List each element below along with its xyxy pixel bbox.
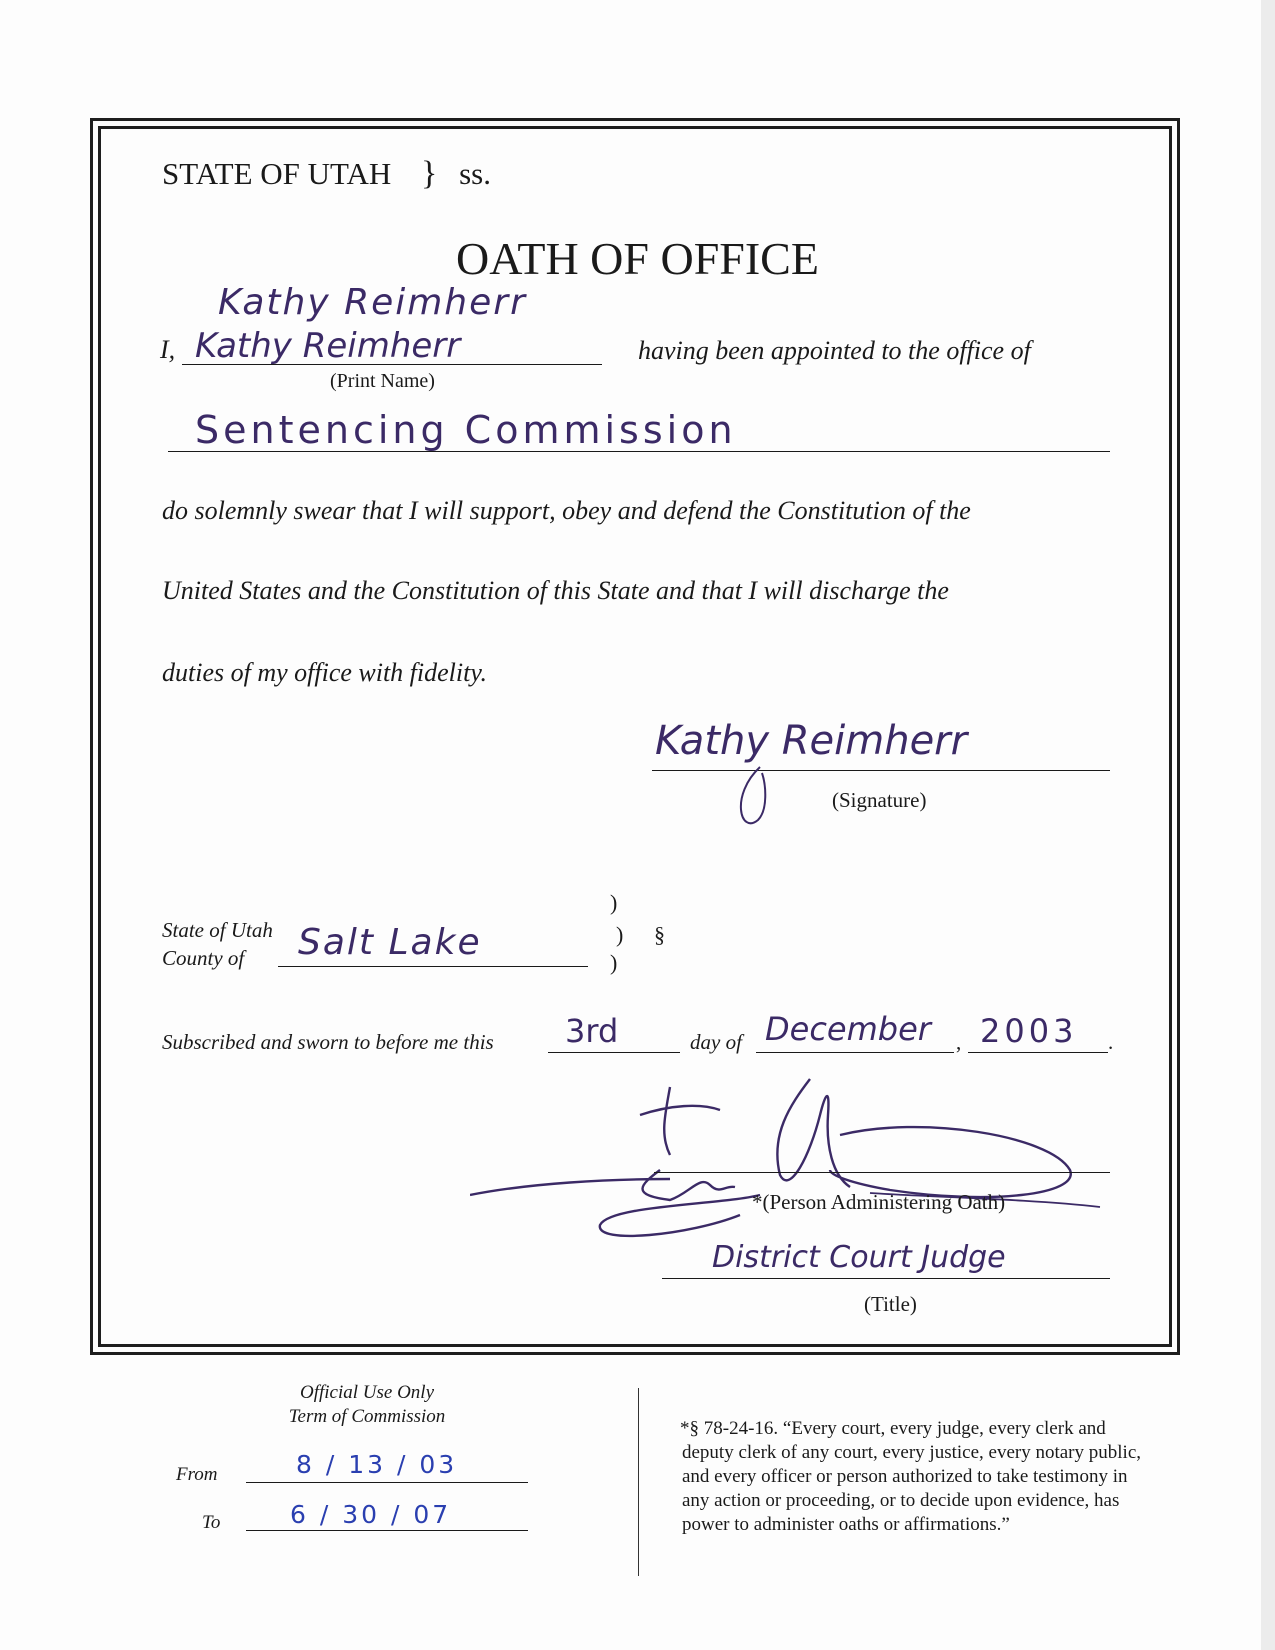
administrator-caption bbox=[752, 1190, 1005, 1215]
title-caption: (Title) bbox=[864, 1292, 917, 1316]
county-line bbox=[278, 966, 588, 967]
office-handwritten: Sentencing Commission bbox=[195, 408, 737, 452]
to-value: 6 / 30 / 07 bbox=[290, 1500, 452, 1529]
venue-paren-3: ) bbox=[610, 950, 618, 975]
year-handwritten: 2003 bbox=[980, 1012, 1078, 1050]
statute-line3: and every officer or person authorized to take testimony in bbox=[682, 1466, 1128, 1487]
date-period: . bbox=[1108, 1030, 1114, 1054]
oath-prefix: I, bbox=[160, 335, 176, 364]
name-line bbox=[182, 364, 602, 365]
month-line bbox=[756, 1052, 954, 1053]
subscribed-text: Subscribed and sworn to before me this bbox=[162, 1030, 494, 1054]
footer-divider bbox=[638, 1388, 639, 1576]
day-handwritten: 3rd bbox=[565, 1012, 619, 1050]
venue-paren-2: ) bbox=[616, 922, 624, 947]
signature-flourish bbox=[720, 765, 800, 835]
printed-name-handwritten: Kathy Reimherr bbox=[218, 282, 527, 323]
official-use-heading: Official Use Only bbox=[299, 1382, 435, 1403]
title-handwritten: District Court Judge bbox=[712, 1240, 1006, 1275]
from-label: From bbox=[176, 1464, 218, 1485]
to-label: To bbox=[202, 1512, 221, 1533]
day-of-text: day of bbox=[690, 1030, 742, 1054]
statute-line2: deputy clerk of any court, every justice, every notary public, bbox=[682, 1442, 1141, 1463]
brace: } bbox=[421, 155, 438, 192]
year-line bbox=[968, 1052, 1108, 1053]
oath-text-line2: United States and the Constitution of this State and that I will discharge the bbox=[162, 576, 949, 605]
day-line bbox=[548, 1052, 680, 1053]
venue-state-label: State of Utah bbox=[162, 918, 273, 942]
county-handwritten: Salt Lake bbox=[298, 922, 482, 963]
administrator-signature bbox=[470, 1075, 1110, 1255]
name-signature-handwritten: Kathy Reimherr bbox=[195, 326, 461, 366]
signature-caption: (Signature) bbox=[832, 788, 927, 812]
venue-paren-1: ) bbox=[610, 890, 618, 915]
ss-text: ss. bbox=[459, 156, 491, 191]
appointed-text: having been appointed to the office of bbox=[638, 336, 1031, 365]
date-comma: , bbox=[956, 1030, 962, 1054]
statute-line5: power to administer oaths or affirmations.” bbox=[682, 1514, 1010, 1535]
venue-county-label: County of bbox=[162, 946, 245, 970]
print-name-caption: (Print Name) bbox=[330, 370, 435, 392]
administrator-line bbox=[654, 1172, 1110, 1173]
administrator-asterisk: * bbox=[752, 1190, 763, 1214]
section-symbol: § bbox=[654, 922, 665, 947]
page-title: OATH OF OFFICE bbox=[456, 233, 819, 284]
office-line bbox=[168, 451, 1110, 452]
from-value: 8 / 13 / 03 bbox=[296, 1450, 458, 1479]
title-line bbox=[662, 1278, 1110, 1279]
statute-line4: any action or proceeding, or to decide upon evidence, has bbox=[682, 1490, 1120, 1511]
administrator-caption-text: (Person Administering Oath) bbox=[762, 1190, 1006, 1214]
term-of-commission-heading: Term of Commission bbox=[288, 1406, 446, 1427]
month-handwritten: December bbox=[765, 1010, 931, 1048]
from-line bbox=[246, 1482, 528, 1483]
oath-signature-handwritten: Kathy Reimherr bbox=[655, 718, 968, 764]
to-line bbox=[246, 1530, 528, 1531]
state-heading-text: STATE OF UTAH bbox=[162, 156, 392, 191]
oath-text-line3: duties of my office with fidelity. bbox=[162, 658, 487, 687]
state-header bbox=[162, 155, 491, 193]
oath-text-line1: do solemnly swear that I will support, obey and defend the Constitution of the bbox=[162, 496, 971, 525]
statute-line1: *§ 78-24-16. “Every court, every judge, every clerk and bbox=[680, 1418, 1106, 1439]
